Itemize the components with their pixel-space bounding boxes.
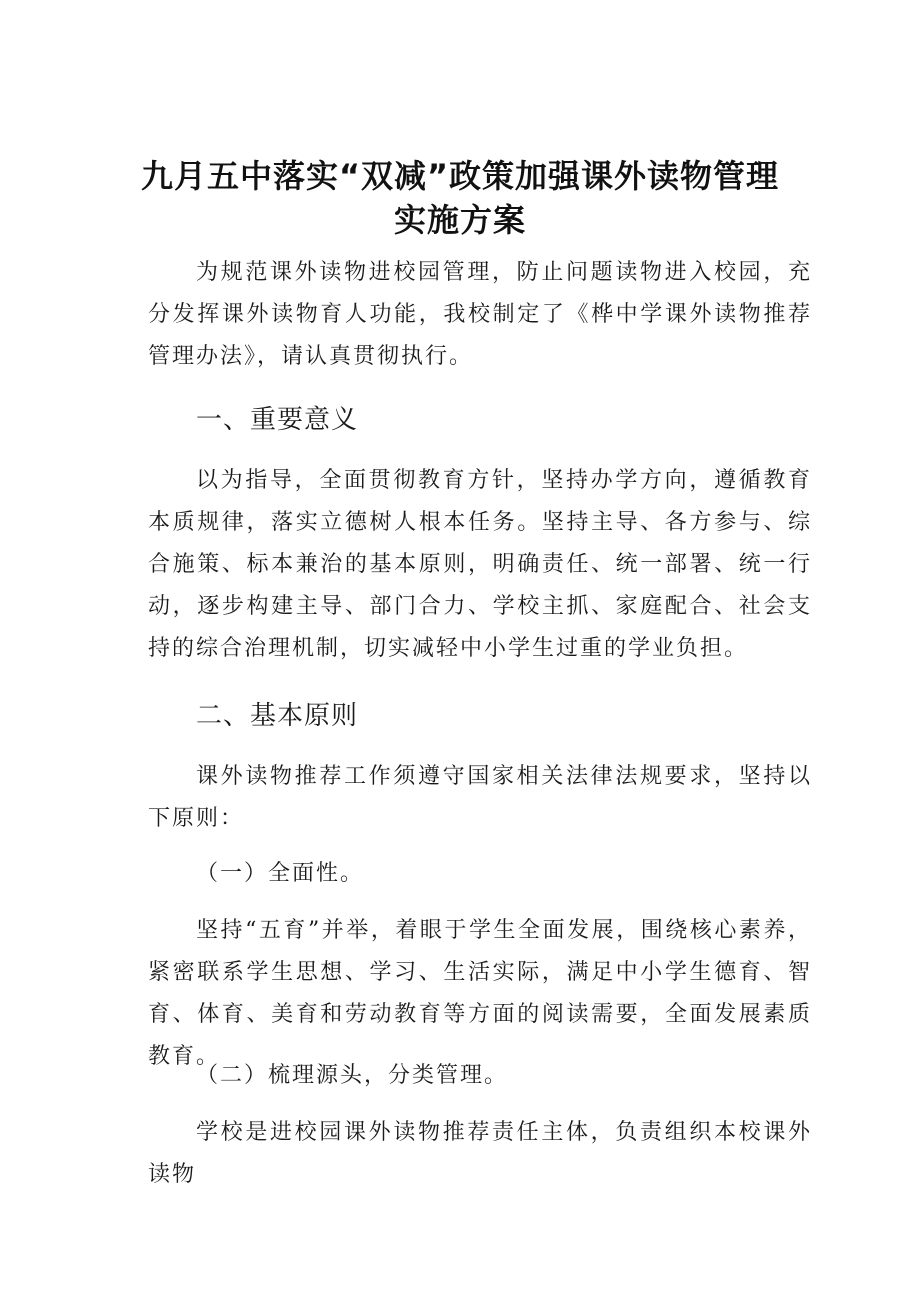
document-title: 九月五中落实“双减”政策加强课外读物管理 (140, 157, 780, 195)
subsection-paragraph-classification: 学校是进校园课外读物推荐责任主体，负责组织本校课外读物 (148, 1120, 812, 1187)
document-title-line2: 实施方案 (393, 201, 526, 239)
subsection-paragraph-comprehensive: 坚持“五育”并举，着眼于学生全面发展，围绕核心素养，紧密联系学生思想、学习、生活实际，满足中小学生德育、智育、体育、美育和劳动教育等方面的阅读需要，全面发展素质教育。 (148, 918, 812, 1069)
section-heading-principles: 二、基本原则 (196, 701, 359, 731)
section-heading-significance: 一、重要意义 (196, 405, 359, 435)
section-paragraph-principles: 课外读物推荐工作须遵守国家相关法律法规要求，坚持以下原则： (148, 764, 812, 831)
intro-paragraph: 为规范课外读物进校园管理，防止问题读物进入校园，充分发挥课外读物育人功能，我校制定了《桦中学课外读物推荐管理办法》，请认真贯彻执行。 (148, 260, 812, 369)
section-paragraph-significance: 以为指导，全面贯彻教育方针，坚持办学方向，遵循教育本质规律，落实立德树人根本任务。坚持主导、各方参与、综合施策、标本兼治的基本原则，明确责任、统一部署、统一行动，逐步构建主导、部门合力、学校主抓、家庭配合、社会支持的综合治理机制，切实减轻中小学生过重的学业负担。 (148, 468, 812, 661)
subsection-heading-comprehensive: （一）全面性。 (196, 861, 365, 886)
subsection-heading-classification: （二）梳理源头，分类管理。 (196, 1063, 509, 1088)
